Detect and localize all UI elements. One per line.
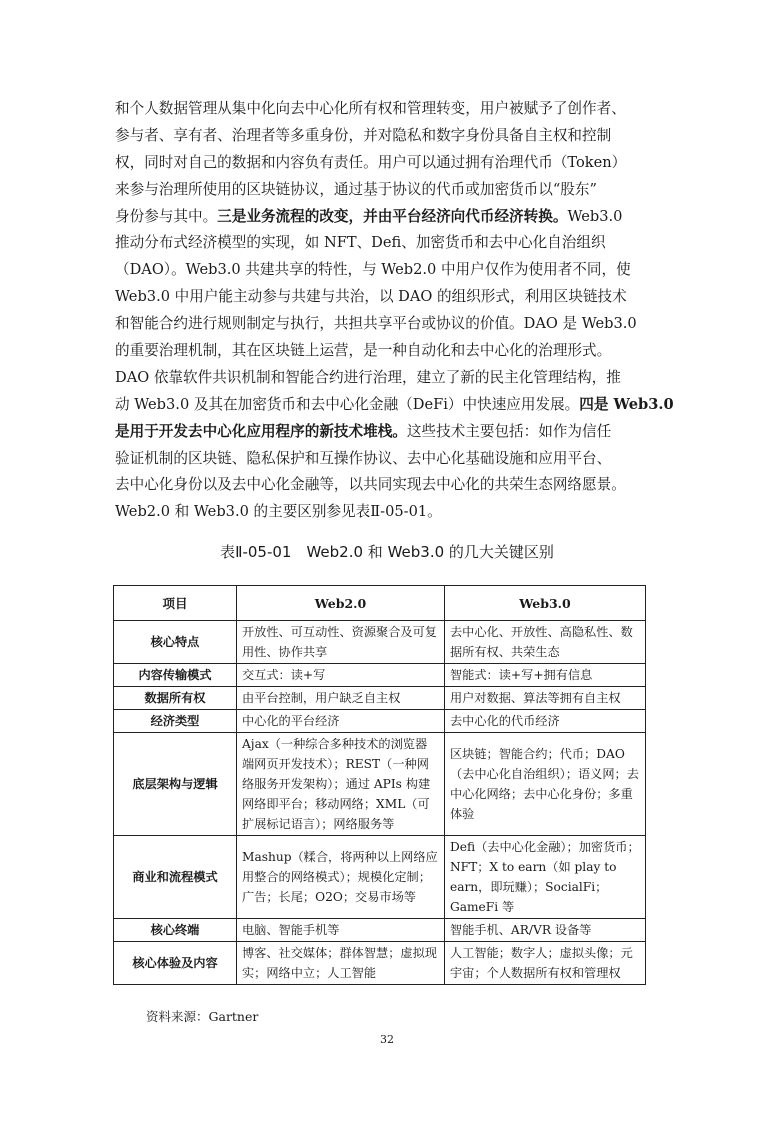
- table-row: [114, 942, 646, 985]
- header-item: 项目: [114, 586, 237, 621]
- web2-cell: 交互式：读+写: [237, 664, 445, 687]
- header-web3: Web3.0: [445, 586, 646, 621]
- text-line: 和智能合约进行规则制定与执行，共担共享平台或协议的价值。DAO 是 Web3.0: [115, 315, 637, 333]
- row-key: 核心特点: [114, 621, 237, 664]
- web2-cell: Ajax（一种综合多种技术的浏览器端网页开发技术）；REST（一种网络服务开发架构）；通过 APIs 构建网络即平台；移动网络；XML（可扩展标记语言）；网络服务等: [237, 733, 445, 836]
- text-run: Web3.0: [567, 207, 623, 225]
- table-row: [114, 687, 646, 710]
- body-paragraph: [115, 96, 674, 526]
- web2-cell: Mashup（糅合，将两种以上网络应用整合的网络模式）；规模化定制；广告；长尾；O2O；交易市场等: [237, 836, 445, 919]
- table-header-row: [114, 586, 646, 621]
- web2-cell: 开放性、可互动性、资源聚合及可复用性、协作共享: [237, 621, 445, 664]
- table-row: [114, 919, 646, 942]
- row-key: 底层架构与逻辑: [114, 733, 237, 836]
- text-run: 这些技术主要包括：如作为信任: [406, 422, 612, 440]
- web3-cell: 去中心化的代币经济: [445, 710, 646, 733]
- table-row: [114, 710, 646, 733]
- text-line: 权，同时对自己的数据和内容负有责任。用户可以通过拥有治理代币（Token）: [115, 153, 627, 171]
- text-line: 参与者、享有者、治理者等多重身份，并对隐私和数字身份具备自主权和控制: [115, 126, 612, 144]
- table-row: [114, 733, 646, 836]
- text-line: [115, 392, 674, 419]
- web3-cell: 用户对数据、算法等拥有自主权: [445, 687, 646, 710]
- bold-point-four-cont: 是用于开发去中心化应用程序的新技术堆栈。: [115, 422, 407, 440]
- bold-point-four: 四是 Web3.0: [579, 395, 674, 413]
- header-web2: Web2.0: [237, 586, 445, 621]
- text-line: 来参与治理所使用的区块链协议，通过基于协议的代币或加密货币以“股东”: [115, 180, 597, 198]
- table-row: [114, 621, 646, 664]
- row-key: 商业和流程模式: [114, 836, 237, 919]
- row-key: 核心体验及内容: [114, 942, 237, 985]
- text-run: 动 Web3.0 及其在加密货币和去中心化金融（DeFi）中快速应用发展。: [115, 395, 580, 413]
- table-row: [114, 836, 646, 919]
- web3-cell: 区块链；智能合约；代币；DAO（去中心化自治组织）；语义网；去中心化网络；去中心化身份；多重体验: [445, 733, 646, 836]
- text-line: DAO 依靠软件共识机制和智能合约进行治理，建立了新的民主化管理结构，推: [115, 368, 621, 386]
- source-note: 资料来源：Gartner: [146, 1009, 259, 1024]
- page-number: 32: [380, 1033, 394, 1046]
- row-key: 经济类型: [114, 710, 237, 733]
- comparison-table: [113, 585, 646, 985]
- web2-cell: 中心化的平台经济: [237, 710, 445, 733]
- text-line: 的重要治理机制，其在区块链上运营，是一种自动化和去中心化的治理形式。: [115, 342, 612, 360]
- row-key: 内容传输模式: [114, 664, 237, 687]
- row-key: 数据所有权: [114, 687, 237, 710]
- bold-point-three: 三是业务流程的改变，并由平台经济向代币经济转换。: [217, 207, 568, 225]
- text-line: Web2.0 和 Web3.0 的主要区别参见表Ⅱ-05-01。: [115, 503, 442, 521]
- web3-cell: 智能式：读+写+拥有信息: [445, 664, 646, 687]
- web3-cell: 人工智能；数字人；虚拟头像；元宇宙；个人数据所有权和管理权: [445, 942, 646, 985]
- web2-cell: 电脑、智能手机等: [237, 919, 445, 942]
- text-run: 身份参与其中。: [115, 207, 218, 225]
- web3-cell: 去中心化、开放性、高隐私性、数据所有权、共荣生态: [445, 621, 646, 664]
- text-line: Web3.0 中用户能主动参与共建与共治，以 DAO 的组织形式，利用区块链技术: [115, 288, 627, 306]
- text-line: 去中心化身份以及去中心化金融等，以共同实现去中心化的共荣生态网络愿景。: [115, 476, 626, 494]
- row-key: 核心终端: [114, 919, 237, 942]
- text-line: 推动分布式经济模型的实现，如 NFT、Defi、加密货币和去中心化自治组织: [115, 234, 606, 252]
- web2-cell: 由平台控制，用户缺乏自主权: [237, 687, 445, 710]
- text-line: 验证机制的区块链、隐私保护和互操作协议、去中心化基础设施和应用平台、: [115, 449, 612, 467]
- web2-cell: 博客、社交媒体；群体智慧；虚拟现实；网络中立；人工智能: [237, 942, 445, 985]
- web3-cell: Defi（去中心化金融）；加密货币；NFT；X to earn（如 play to earn，即玩赚）；SocialFi；GameFi 等: [445, 836, 646, 919]
- text-line: [115, 419, 667, 446]
- table-caption: 表Ⅱ-05-01 Web2.0 和 Web3.0 的几大关键区别: [220, 543, 554, 561]
- table-row: [114, 664, 646, 687]
- text-line: 和个人数据管理从集中化向去中心化所有权和管理转变，用户被赋予了创作者、: [115, 100, 626, 117]
- text-line: （DAO）。Web3.0 共建共享的特性，与 Web2.0 中用户仅作为使用者不同，使: [115, 261, 631, 279]
- text-line: [115, 204, 667, 231]
- web3-cell: 智能手机、AR/VR 设备等: [445, 919, 646, 942]
